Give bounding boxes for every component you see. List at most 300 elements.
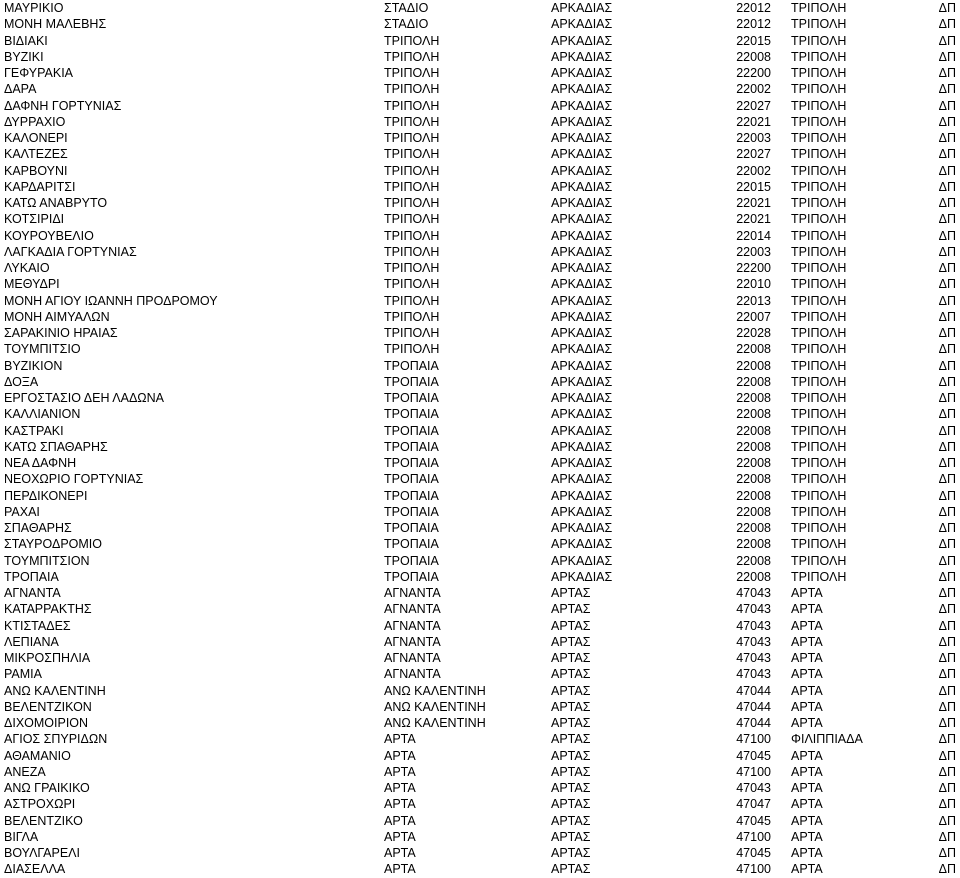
delivery-type-cell: ΔΠ bbox=[938, 472, 956, 487]
delivery-type-cell: ΔΠ bbox=[938, 716, 956, 730]
table-row bbox=[0, 666, 960, 682]
distribution-center-cell: ΑΡΤΑ bbox=[791, 586, 823, 600]
locality-name-cell: ΜΟΝΗ ΑΓΙΟΥ ΙΩΑΝΝΗ ΠΡΟΔΡΟΜΟΥ bbox=[4, 293, 218, 308]
delivery-type-cell: ΔΠ bbox=[938, 683, 956, 698]
postal-code-cell: 47044 bbox=[736, 699, 771, 714]
table-row bbox=[0, 764, 960, 780]
locality-name-cell: ΚΑΤΑΡΡΑΚΤΗΣ bbox=[4, 602, 92, 617]
post-office-cell: ΑΡΤΑ bbox=[384, 797, 416, 812]
prefecture-cell: ΑΡΚΑΔΙΑΣ bbox=[551, 114, 613, 129]
prefecture-cell: ΑΡΚΑΔΙΑΣ bbox=[551, 1, 613, 15]
postal-code-cell: 47100 bbox=[736, 862, 771, 877]
table-row bbox=[0, 650, 960, 666]
distribution-center-cell: ΤΡΙΠΟΛΗ bbox=[791, 212, 847, 227]
locality-name-cell: ΤΟΥΜΠΙΤΣΙΟ bbox=[4, 342, 81, 357]
delivery-type-cell: ΔΠ bbox=[938, 1, 956, 15]
post-office-cell: ΤΡΟΠΑΙΑ bbox=[384, 521, 439, 535]
prefecture-cell: ΑΡΚΑΔΙΑΣ bbox=[551, 82, 613, 97]
table-row bbox=[0, 715, 960, 731]
prefecture-cell: ΑΡΚΑΔΙΑΣ bbox=[551, 456, 613, 470]
prefecture-cell: ΑΡΤΑΣ bbox=[551, 781, 591, 795]
delivery-type-cell: ΔΠ bbox=[938, 114, 956, 129]
prefecture-cell: ΑΡΚΑΔΙΑΣ bbox=[551, 553, 613, 568]
table-row bbox=[0, 358, 960, 374]
delivery-type-cell: ΔΠ bbox=[938, 553, 956, 568]
post-office-cell: ΑΓΝΑΝΤΑ bbox=[384, 618, 441, 633]
distribution-center-cell: ΤΡΙΠΟΛΗ bbox=[791, 569, 847, 584]
table-row bbox=[0, 341, 960, 357]
delivery-type-cell: ΔΠ bbox=[938, 179, 956, 194]
prefecture-cell: ΑΡΚΑΔΙΑΣ bbox=[551, 326, 613, 340]
postal-code-cell: 22012 bbox=[736, 17, 771, 32]
delivery-type-cell: ΔΠ bbox=[938, 358, 956, 373]
delivery-type-cell: ΔΠ bbox=[938, 423, 956, 438]
post-office-cell: ΤΡΙΠΟΛΗ bbox=[384, 49, 440, 64]
post-office-cell: ΑΡΤΑ bbox=[384, 781, 416, 795]
distribution-center-cell: ΑΡΤΑ bbox=[791, 716, 823, 730]
distribution-center-cell: ΑΡΤΑ bbox=[791, 651, 823, 665]
prefecture-cell: ΑΡΚΑΔΙΑΣ bbox=[551, 33, 613, 48]
distribution-center-cell: ΑΡΤΑ bbox=[791, 748, 823, 763]
locality-name-cell: ΔΑΦΝΗ ΓΟΡΤΥΝΙΑΣ bbox=[4, 98, 122, 113]
table-row bbox=[0, 65, 960, 81]
postal-code-cell: 22007 bbox=[736, 309, 771, 324]
post-office-cell: ΤΡΟΠΑΙΑ bbox=[384, 472, 439, 487]
postal-code-cell: 47045 bbox=[736, 846, 771, 860]
postal-code-cell: 22002 bbox=[736, 163, 771, 178]
post-office-cell: ΑΡΤΑ bbox=[384, 764, 416, 779]
locality-name-cell: ΜΟΝΗ ΑΙΜΥΑΛΩΝ bbox=[4, 309, 110, 324]
locality-name-cell: ΚΤΙΣΤΑΔΕΣ bbox=[4, 618, 71, 633]
prefecture-cell: ΑΡΤΑΣ bbox=[551, 862, 591, 877]
locality-name-cell: ΒΥΖΙΚΙΟΝ bbox=[4, 358, 63, 373]
locality-name-cell: ΜΕΘΥΔΡΙ bbox=[4, 277, 60, 292]
post-office-cell: ΤΡΟΠΑΙΑ bbox=[384, 569, 439, 584]
table-row bbox=[0, 293, 960, 309]
locality-name-cell: ΠΕΡΔΙΚΟΝΕΡΙ bbox=[4, 488, 88, 503]
delivery-type-cell: ΔΠ bbox=[938, 651, 956, 665]
distribution-center-cell: ΤΡΙΠΟΛΗ bbox=[791, 391, 847, 405]
post-office-cell: ΑΡΤΑ bbox=[384, 732, 416, 747]
distribution-center-cell: ΑΡΤΑ bbox=[791, 846, 823, 860]
delivery-type-cell: ΔΠ bbox=[938, 261, 956, 275]
prefecture-cell: ΑΡΤΑΣ bbox=[551, 732, 591, 747]
table-row bbox=[0, 536, 960, 552]
prefecture-cell: ΑΡΚΑΔΙΑΣ bbox=[551, 488, 613, 503]
prefecture-cell: ΑΡΤΑΣ bbox=[551, 683, 591, 698]
post-office-cell: ΑΓΝΑΝΤΑ bbox=[384, 634, 441, 649]
prefecture-cell: ΑΡΚΑΔΙΑΣ bbox=[551, 521, 613, 535]
distribution-center-cell: ΤΡΙΠΟΛΗ bbox=[791, 488, 847, 503]
prefecture-cell: ΑΡΚΑΔΙΑΣ bbox=[551, 293, 613, 308]
prefecture-cell: ΑΡΚΑΔΙΑΣ bbox=[551, 472, 613, 487]
locality-name-cell: ΛΑΓΚΑΔΙΑ ΓΟΡΤΥΝΙΑΣ bbox=[4, 244, 137, 259]
prefecture-cell: ΑΡΚΑΔΙΑΣ bbox=[551, 147, 613, 162]
postal-code-cell: 47043 bbox=[736, 634, 771, 649]
post-office-cell: ΤΡΙΠΟΛΗ bbox=[384, 228, 440, 243]
table-row bbox=[0, 309, 960, 325]
prefecture-cell: ΑΡΚΑΔΙΑΣ bbox=[551, 277, 613, 292]
delivery-type-cell: ΔΠ bbox=[938, 748, 956, 763]
postal-code-cell: 22008 bbox=[736, 374, 771, 389]
table-row bbox=[0, 211, 960, 227]
postal-code-cell: 47044 bbox=[736, 716, 771, 730]
table-row bbox=[0, 780, 960, 796]
prefecture-cell: ΑΡΚΑΔΙΑΣ bbox=[551, 407, 613, 422]
prefecture-cell: ΑΡΤΑΣ bbox=[551, 764, 591, 779]
distribution-center-cell: ΤΡΙΠΟΛΗ bbox=[791, 537, 847, 552]
distribution-center-cell: ΤΡΙΠΟΛΗ bbox=[791, 82, 847, 97]
post-office-cell: ΣΤΑΔΙΟ bbox=[384, 17, 429, 32]
postal-code-cell: 47045 bbox=[736, 813, 771, 828]
postal-code-cell: 22010 bbox=[736, 277, 771, 292]
postal-code-cell: 22002 bbox=[736, 82, 771, 97]
prefecture-cell: ΑΡΚΑΔΙΑΣ bbox=[551, 228, 613, 243]
locality-name-cell: ΚΑΛΤΕΖΕΣ bbox=[4, 147, 68, 162]
post-office-cell: ΤΡΟΠΑΙΑ bbox=[384, 407, 439, 422]
delivery-type-cell: ΔΠ bbox=[938, 732, 956, 747]
post-office-cell: ΤΡΙΠΟΛΗ bbox=[384, 98, 440, 113]
table-row bbox=[0, 829, 960, 845]
table-row bbox=[0, 390, 960, 406]
prefecture-cell: ΑΡΚΑΔΙΑΣ bbox=[551, 49, 613, 64]
postal-code-cell: 22008 bbox=[736, 407, 771, 422]
table-row bbox=[0, 406, 960, 422]
distribution-center-cell: ΑΡΤΑ bbox=[791, 699, 823, 714]
table-row bbox=[0, 699, 960, 715]
delivery-type-cell: ΔΠ bbox=[938, 228, 956, 243]
distribution-center-cell: ΤΡΙΠΟΛΗ bbox=[791, 163, 847, 178]
post-office-cell: ΑΓΝΑΝΤΑ bbox=[384, 602, 441, 617]
locality-name-cell: ΝΕΑ ΔΑΦΝΗ bbox=[4, 456, 77, 470]
postal-code-cell: 47045 bbox=[736, 748, 771, 763]
prefecture-cell: ΑΡΚΑΔΙΑΣ bbox=[551, 131, 613, 145]
post-office-cell: ΤΡΟΠΑΙΑ bbox=[384, 504, 439, 519]
distribution-center-cell: ΤΡΙΠΟΛΗ bbox=[791, 49, 847, 64]
postal-code-cell: 22027 bbox=[736, 147, 771, 162]
delivery-type-cell: ΔΠ bbox=[938, 131, 956, 145]
table-row bbox=[0, 813, 960, 829]
locality-name-cell: ΛΥΚΑΙΟ bbox=[4, 261, 50, 275]
delivery-type-cell: ΔΠ bbox=[938, 456, 956, 470]
postal-code-cell: 47043 bbox=[736, 602, 771, 617]
delivery-type-cell: ΔΠ bbox=[938, 293, 956, 308]
locality-name-cell: ΒΙΓΛΑ bbox=[4, 829, 39, 844]
postal-code-cell: 22200 bbox=[736, 66, 771, 80]
delivery-type-cell: ΔΠ bbox=[938, 439, 956, 454]
locality-name-cell: ΣΑΡΑΚΙΝΙΟ ΗΡΑΙΑΣ bbox=[4, 326, 118, 340]
prefecture-cell: ΑΡΤΑΣ bbox=[551, 602, 591, 617]
delivery-type-cell: ΔΠ bbox=[938, 488, 956, 503]
locality-name-cell: ΚΑΤΩ ΣΠΑΘΑΡΗΣ bbox=[4, 439, 108, 454]
table-row bbox=[0, 325, 960, 341]
post-office-cell: ΤΡΙΠΟΛΗ bbox=[384, 196, 440, 210]
prefecture-cell: ΑΡΚΑΔΙΑΣ bbox=[551, 244, 613, 259]
prefecture-cell: ΑΡΚΑΔΙΑΣ bbox=[551, 261, 613, 275]
table-row bbox=[0, 49, 960, 65]
post-office-cell: ΑΡΤΑ bbox=[384, 813, 416, 828]
postal-code-cell: 47044 bbox=[736, 683, 771, 698]
locality-name-cell: ΚΑΣΤΡΑΚΙ bbox=[4, 423, 64, 438]
distribution-center-cell: ΤΡΙΠΟΛΗ bbox=[791, 147, 847, 162]
postal-code-cell: 22008 bbox=[736, 504, 771, 519]
delivery-type-cell: ΔΠ bbox=[938, 521, 956, 535]
postal-code-cell: 47043 bbox=[736, 651, 771, 665]
post-office-cell: ΤΡΟΠΑΙΑ bbox=[384, 374, 439, 389]
locality-name-cell: ΜΟΝΗ ΜΑΛΕΒΗΣ bbox=[4, 17, 107, 32]
prefecture-cell: ΑΡΤΑΣ bbox=[551, 716, 591, 730]
table-row bbox=[0, 601, 960, 617]
distribution-center-cell: ΑΡΤΑ bbox=[791, 813, 823, 828]
distribution-center-cell: ΤΡΙΠΟΛΗ bbox=[791, 131, 847, 145]
table-row bbox=[0, 731, 960, 747]
table-row bbox=[0, 569, 960, 585]
table-row bbox=[0, 796, 960, 812]
delivery-type-cell: ΔΠ bbox=[938, 602, 956, 617]
post-office-cell: ΤΡΙΠΟΛΗ bbox=[384, 66, 440, 80]
distribution-center-cell: ΑΡΤΑ bbox=[791, 602, 823, 617]
distribution-center-cell: ΤΡΙΠΟΛΗ bbox=[791, 1, 847, 15]
delivery-type-cell: ΔΠ bbox=[938, 862, 956, 877]
table-row bbox=[0, 748, 960, 764]
postal-code-cell: 22008 bbox=[736, 49, 771, 64]
postal-code-cell: 47043 bbox=[736, 667, 771, 682]
locality-name-cell: ΜΑΥΡΙΚΙΟ bbox=[4, 1, 64, 15]
distribution-center-cell: ΤΡΙΠΟΛΗ bbox=[791, 66, 847, 80]
post-office-cell: ΑΡΤΑ bbox=[384, 748, 416, 763]
delivery-type-cell: ΔΠ bbox=[938, 813, 956, 828]
postal-code-cell: 47047 bbox=[736, 797, 771, 812]
delivery-type-cell: ΔΠ bbox=[938, 342, 956, 357]
post-office-cell: ΤΡΙΠΟΛΗ bbox=[384, 179, 440, 194]
locality-name-cell: ΑΘΑΜΑΝΙΟ bbox=[4, 748, 71, 763]
distribution-center-cell: ΤΡΙΠΟΛΗ bbox=[791, 342, 847, 357]
locality-name-cell: ΔΥΡΡΑΧΙΟ bbox=[4, 114, 66, 129]
locality-name-cell: ΓΕΦΥΡΑΚΙΑ bbox=[4, 66, 74, 80]
delivery-type-cell: ΔΠ bbox=[938, 634, 956, 649]
postal-code-cell: 47100 bbox=[736, 829, 771, 844]
table-row bbox=[0, 455, 960, 471]
locality-name-cell: ΒΥΖΙΚΙ bbox=[4, 49, 44, 64]
post-office-cell: ΤΡΙΠΟΛΗ bbox=[384, 326, 440, 340]
post-office-cell: ΤΡΙΠΟΛΗ bbox=[384, 277, 440, 292]
post-office-cell: ΤΡΙΠΟΛΗ bbox=[384, 33, 440, 48]
prefecture-cell: ΑΡΚΑΔΙΑΣ bbox=[551, 309, 613, 324]
locality-name-cell: ΤΟΥΜΠΙΤΣΙΟΝ bbox=[4, 553, 90, 568]
locality-name-cell: ΚΟΤΣΙΡΙΔΙ bbox=[4, 212, 65, 227]
delivery-type-cell: ΔΠ bbox=[938, 586, 956, 600]
table-row bbox=[0, 374, 960, 390]
post-office-cell: ΤΡΟΠΑΙΑ bbox=[384, 439, 439, 454]
postal-code-cell: 22003 bbox=[736, 131, 771, 145]
delivery-type-cell: ΔΠ bbox=[938, 66, 956, 80]
distribution-center-cell: ΤΡΙΠΟΛΗ bbox=[791, 114, 847, 129]
table-row bbox=[0, 130, 960, 146]
post-office-cell: ΤΡΙΠΟΛΗ bbox=[384, 131, 440, 145]
distribution-center-cell: ΤΡΙΠΟΛΗ bbox=[791, 553, 847, 568]
prefecture-cell: ΑΡΚΑΔΙΑΣ bbox=[551, 504, 613, 519]
postal-code-cell: 22021 bbox=[736, 114, 771, 129]
distribution-center-cell: ΤΡΙΠΟΛΗ bbox=[791, 98, 847, 113]
delivery-type-cell: ΔΠ bbox=[938, 277, 956, 292]
locality-name-cell: ΑΝΩ ΓΡΑΙΚΙΚΟ bbox=[4, 781, 90, 795]
locality-name-cell: ΒΕΛΕΝΤΖΙΚΟ bbox=[4, 813, 83, 828]
delivery-type-cell: ΔΠ bbox=[938, 537, 956, 552]
table-row bbox=[0, 861, 960, 877]
distribution-center-cell: ΤΡΙΠΟΛΗ bbox=[791, 374, 847, 389]
post-office-cell: ΣΤΑΔΙΟ bbox=[384, 1, 429, 15]
delivery-type-cell: ΔΠ bbox=[938, 504, 956, 519]
locality-name-cell: ΔΟΞΑ bbox=[4, 374, 39, 389]
delivery-type-cell: ΔΠ bbox=[938, 764, 956, 779]
table-row bbox=[0, 423, 960, 439]
table-row bbox=[0, 634, 960, 650]
distribution-center-cell: ΤΡΙΠΟΛΗ bbox=[791, 309, 847, 324]
delivery-type-cell: ΔΠ bbox=[938, 163, 956, 178]
post-office-cell: ΤΡΙΠΟΛΗ bbox=[384, 82, 440, 97]
delivery-type-cell: ΔΠ bbox=[938, 829, 956, 844]
prefecture-cell: ΑΡΤΑΣ bbox=[551, 634, 591, 649]
postal-code-cell: 22008 bbox=[736, 456, 771, 470]
delivery-type-cell: ΔΠ bbox=[938, 699, 956, 714]
post-office-cell: ΤΡΙΠΟΛΗ bbox=[384, 244, 440, 259]
post-office-cell: ΤΡΙΠΟΛΗ bbox=[384, 147, 440, 162]
prefecture-cell: ΑΡΤΑΣ bbox=[551, 748, 591, 763]
locality-name-cell: ΤΡΟΠΑΙΑ bbox=[4, 569, 59, 584]
locality-name-cell: ΛΕΠΙΑΝΑ bbox=[4, 634, 59, 649]
postal-code-cell: 22008 bbox=[736, 423, 771, 438]
table-row bbox=[0, 845, 960, 861]
delivery-type-cell: ΔΠ bbox=[938, 618, 956, 633]
prefecture-cell: ΑΡΚΑΔΙΑΣ bbox=[551, 439, 613, 454]
post-office-cell: ΑΓΝΑΝΤΑ bbox=[384, 586, 441, 600]
distribution-center-cell: ΤΡΙΠΟΛΗ bbox=[791, 423, 847, 438]
distribution-center-cell: ΤΡΙΠΟΛΗ bbox=[791, 456, 847, 470]
delivery-type-cell: ΔΠ bbox=[938, 98, 956, 113]
delivery-type-cell: ΔΠ bbox=[938, 407, 956, 422]
prefecture-cell: ΑΡΚΑΔΙΑΣ bbox=[551, 66, 613, 80]
prefecture-cell: ΑΡΤΑΣ bbox=[551, 586, 591, 600]
postal-code-cell: 22012 bbox=[736, 1, 771, 15]
distribution-center-cell: ΤΡΙΠΟΛΗ bbox=[791, 521, 847, 535]
delivery-type-cell: ΔΠ bbox=[938, 326, 956, 340]
postal-code-cell: 22008 bbox=[736, 537, 771, 552]
postal-code-cell: 22008 bbox=[736, 553, 771, 568]
table-row bbox=[0, 179, 960, 195]
locality-name-cell: ΑΝΕΖΑ bbox=[4, 764, 46, 779]
table-row bbox=[0, 195, 960, 211]
post-office-cell: ΑΝΩ ΚΑΛΕΝΤΙΝΗ bbox=[384, 683, 486, 698]
locality-name-cell: ΚΑΤΩ ΑΝΑΒΡΥΤΟ bbox=[4, 196, 108, 210]
locality-name-cell: ΔΙΧΟΜΟΙΡΙΟΝ bbox=[4, 716, 89, 730]
distribution-center-cell: ΤΡΙΠΟΛΗ bbox=[791, 196, 847, 210]
prefecture-cell: ΑΡΚΑΔΙΑΣ bbox=[551, 537, 613, 552]
locality-name-cell: ΑΓΙΟΣ ΣΠΥΡΙΔΩΝ bbox=[4, 732, 108, 747]
delivery-type-cell: ΔΠ bbox=[938, 781, 956, 795]
table-row bbox=[0, 520, 960, 536]
post-office-cell: ΑΡΤΑ bbox=[384, 829, 416, 844]
prefecture-cell: ΑΡΤΑΣ bbox=[551, 699, 591, 714]
postal-code-cell: 22014 bbox=[736, 228, 771, 243]
table-row bbox=[0, 618, 960, 634]
postal-code-cell: 22003 bbox=[736, 244, 771, 259]
table-row bbox=[0, 439, 960, 455]
table-row bbox=[0, 553, 960, 569]
table-row bbox=[0, 585, 960, 601]
postal-code-cell: 22008 bbox=[736, 358, 771, 373]
prefecture-cell: ΑΡΚΑΔΙΑΣ bbox=[551, 17, 613, 32]
locality-name-cell: ΚΟΥΡΟΥΒΕΛΙΟ bbox=[4, 228, 94, 243]
locality-name-cell: ΚΑΛΛΙΑΝΙΟΝ bbox=[4, 407, 81, 422]
prefecture-cell: ΑΡΤΑΣ bbox=[551, 829, 591, 844]
post-office-cell: ΤΡΙΠΟΛΗ bbox=[384, 163, 440, 178]
post-office-cell: ΑΓΝΑΝΤΑ bbox=[384, 667, 441, 682]
table-row bbox=[0, 98, 960, 114]
table-row bbox=[0, 244, 960, 260]
distribution-center-cell: ΦΙΛΙΠΠΙΑΔΑ bbox=[791, 732, 863, 747]
post-office-cell: ΑΡΤΑ bbox=[384, 862, 416, 877]
prefecture-cell: ΑΡΤΑΣ bbox=[551, 618, 591, 633]
postal-code-cell: 22027 bbox=[736, 98, 771, 113]
distribution-center-cell: ΤΡΙΠΟΛΗ bbox=[791, 472, 847, 487]
post-office-cell: ΑΡΤΑ bbox=[384, 846, 416, 860]
locality-name-cell: ΔΑΡΑ bbox=[4, 82, 37, 97]
distribution-center-cell: ΤΡΙΠΟΛΗ bbox=[791, 293, 847, 308]
post-office-cell: ΤΡΟΠΑΙΑ bbox=[384, 391, 439, 405]
post-office-cell: ΤΡΟΠΑΙΑ bbox=[384, 456, 439, 470]
table-row bbox=[0, 471, 960, 487]
postal-code-cell: 47043 bbox=[736, 781, 771, 795]
distribution-center-cell: ΑΡΤΑ bbox=[791, 683, 823, 698]
prefecture-cell: ΑΡΚΑΔΙΑΣ bbox=[551, 374, 613, 389]
locality-name-cell: ΣΠΑΘΑΡΗΣ bbox=[4, 521, 72, 535]
prefecture-cell: ΑΡΚΑΔΙΑΣ bbox=[551, 212, 613, 227]
locality-name-cell: ΒΟΥΛΓΑΡΕΛΙ bbox=[4, 846, 80, 860]
prefecture-cell: ΑΡΚΑΔΙΑΣ bbox=[551, 342, 613, 357]
locality-name-cell: ΑΣΤΡΟΧΩΡΙ bbox=[4, 797, 76, 812]
table-row bbox=[0, 683, 960, 699]
post-office-cell: ΤΡΙΠΟΛΗ bbox=[384, 309, 440, 324]
postal-code-cell: 47100 bbox=[736, 732, 771, 747]
locality-name-cell: ΡΑΜΙΑ bbox=[4, 667, 42, 682]
delivery-type-cell: ΔΠ bbox=[938, 82, 956, 97]
prefecture-cell: ΑΡΚΑΔΙΑΣ bbox=[551, 163, 613, 178]
delivery-type-cell: ΔΠ bbox=[938, 212, 956, 227]
delivery-type-cell: ΔΠ bbox=[938, 196, 956, 210]
prefecture-cell: ΑΡΤΑΣ bbox=[551, 797, 591, 812]
postal-code-cell: 47043 bbox=[736, 618, 771, 633]
postal-code-cell: 22021 bbox=[736, 196, 771, 210]
delivery-type-cell: ΔΠ bbox=[938, 309, 956, 324]
locality-name-cell: ΡΑΧΑΙ bbox=[4, 504, 40, 519]
distribution-center-cell: ΑΡΤΑ bbox=[791, 862, 823, 877]
table-row bbox=[0, 114, 960, 130]
postal-code-cell: 22021 bbox=[736, 212, 771, 227]
table-row bbox=[0, 276, 960, 292]
distribution-center-cell: ΑΡΤΑ bbox=[791, 667, 823, 682]
post-office-cell: ΤΡΟΠΑΙΑ bbox=[384, 488, 439, 503]
locality-name-cell: ΔΙΑΣΕΛΛΑ bbox=[4, 862, 66, 877]
post-office-cell: ΑΝΩ ΚΑΛΕΝΤΙΝΗ bbox=[384, 716, 486, 730]
distribution-center-cell: ΑΡΤΑ bbox=[791, 618, 823, 633]
delivery-type-cell: ΔΠ bbox=[938, 569, 956, 584]
table-row bbox=[0, 260, 960, 276]
table-row bbox=[0, 0, 960, 16]
post-office-cell: ΤΡΙΠΟΛΗ bbox=[384, 212, 440, 227]
postal-code-cell: 22008 bbox=[736, 439, 771, 454]
table-row bbox=[0, 488, 960, 504]
postal-code-cell: 22200 bbox=[736, 261, 771, 275]
